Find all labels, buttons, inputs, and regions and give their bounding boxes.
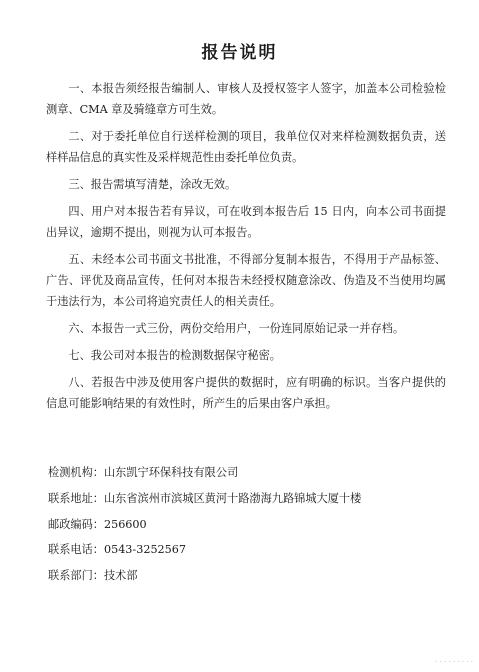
clause-5: 五、未经本公司书面文书批准，不得部分复制本报告，不得用于产品标签、广告、评优及商品宣传，任何对本报告未经授权随意涂改、伪造及不当使用均属于违法行为，本公司将追究责任人的相关责任。 (46, 253, 446, 308)
clause-1: 一、本报告须经报告编制人、审核人及授权签字人签字，加盖本公司检验检测章、CMA 章及骑缝章方可生效。 (46, 82, 446, 116)
contact-address (48, 486, 448, 512)
contact-block (48, 460, 448, 589)
contact-label: 联系电话： (48, 543, 104, 557)
contact-label: 联系地址： (48, 491, 104, 505)
contact-label: 联系部门： (48, 569, 104, 583)
clause-2: 二、对于委托单位自行送样检测的项目，我单位仅对来样检测数据负责，送样样品信息的真实性及采样规范性由委托单位负责。 (46, 130, 446, 164)
clause-list (46, 78, 446, 420)
contact-value: 技术部 (103, 569, 138, 583)
faint-footer-mark: · · · · · · · · · (435, 658, 473, 666)
contact-organization (48, 460, 448, 486)
clause-3: 三、报告需填写清楚，涂改无效。 (68, 178, 237, 191)
contact-value: 山东凯宁环保科技有限公司 (103, 466, 239, 479)
clause-7: 七、我公司对本报告的检测数据保守秘密。 (68, 349, 281, 362)
page-title: 报告说明 (201, 43, 278, 63)
contact-value: 0543-3252567 (103, 543, 187, 557)
contact-label: 检测机构： (48, 466, 104, 479)
contact-department (48, 563, 448, 589)
contact-value: 山东省滨州市滨城区黄河十路渤海九路锦城大厦十楼 (103, 491, 362, 505)
clause-8: 八、若报告中涉及使用客户提供的数据时，应有明确的标识。当客户提供的信息可能影响结果的有效性时，所产生的后果由客户承担。 (46, 376, 446, 410)
contact-postcode (48, 512, 448, 538)
contact-value: 256600 (103, 517, 147, 531)
contact-phone (48, 537, 448, 563)
clause-4: 四、用户对本报告若有异议，可在收到本报告后 15 日内，向本公司书面提出异议，逾期不提出，则视为认可本报告。 (46, 205, 446, 239)
contact-label: 邮政编码： (48, 517, 104, 531)
clause-6: 六、本报告一式三份，两份交给用户，一份连同原始记录一并存档。 (68, 322, 405, 335)
